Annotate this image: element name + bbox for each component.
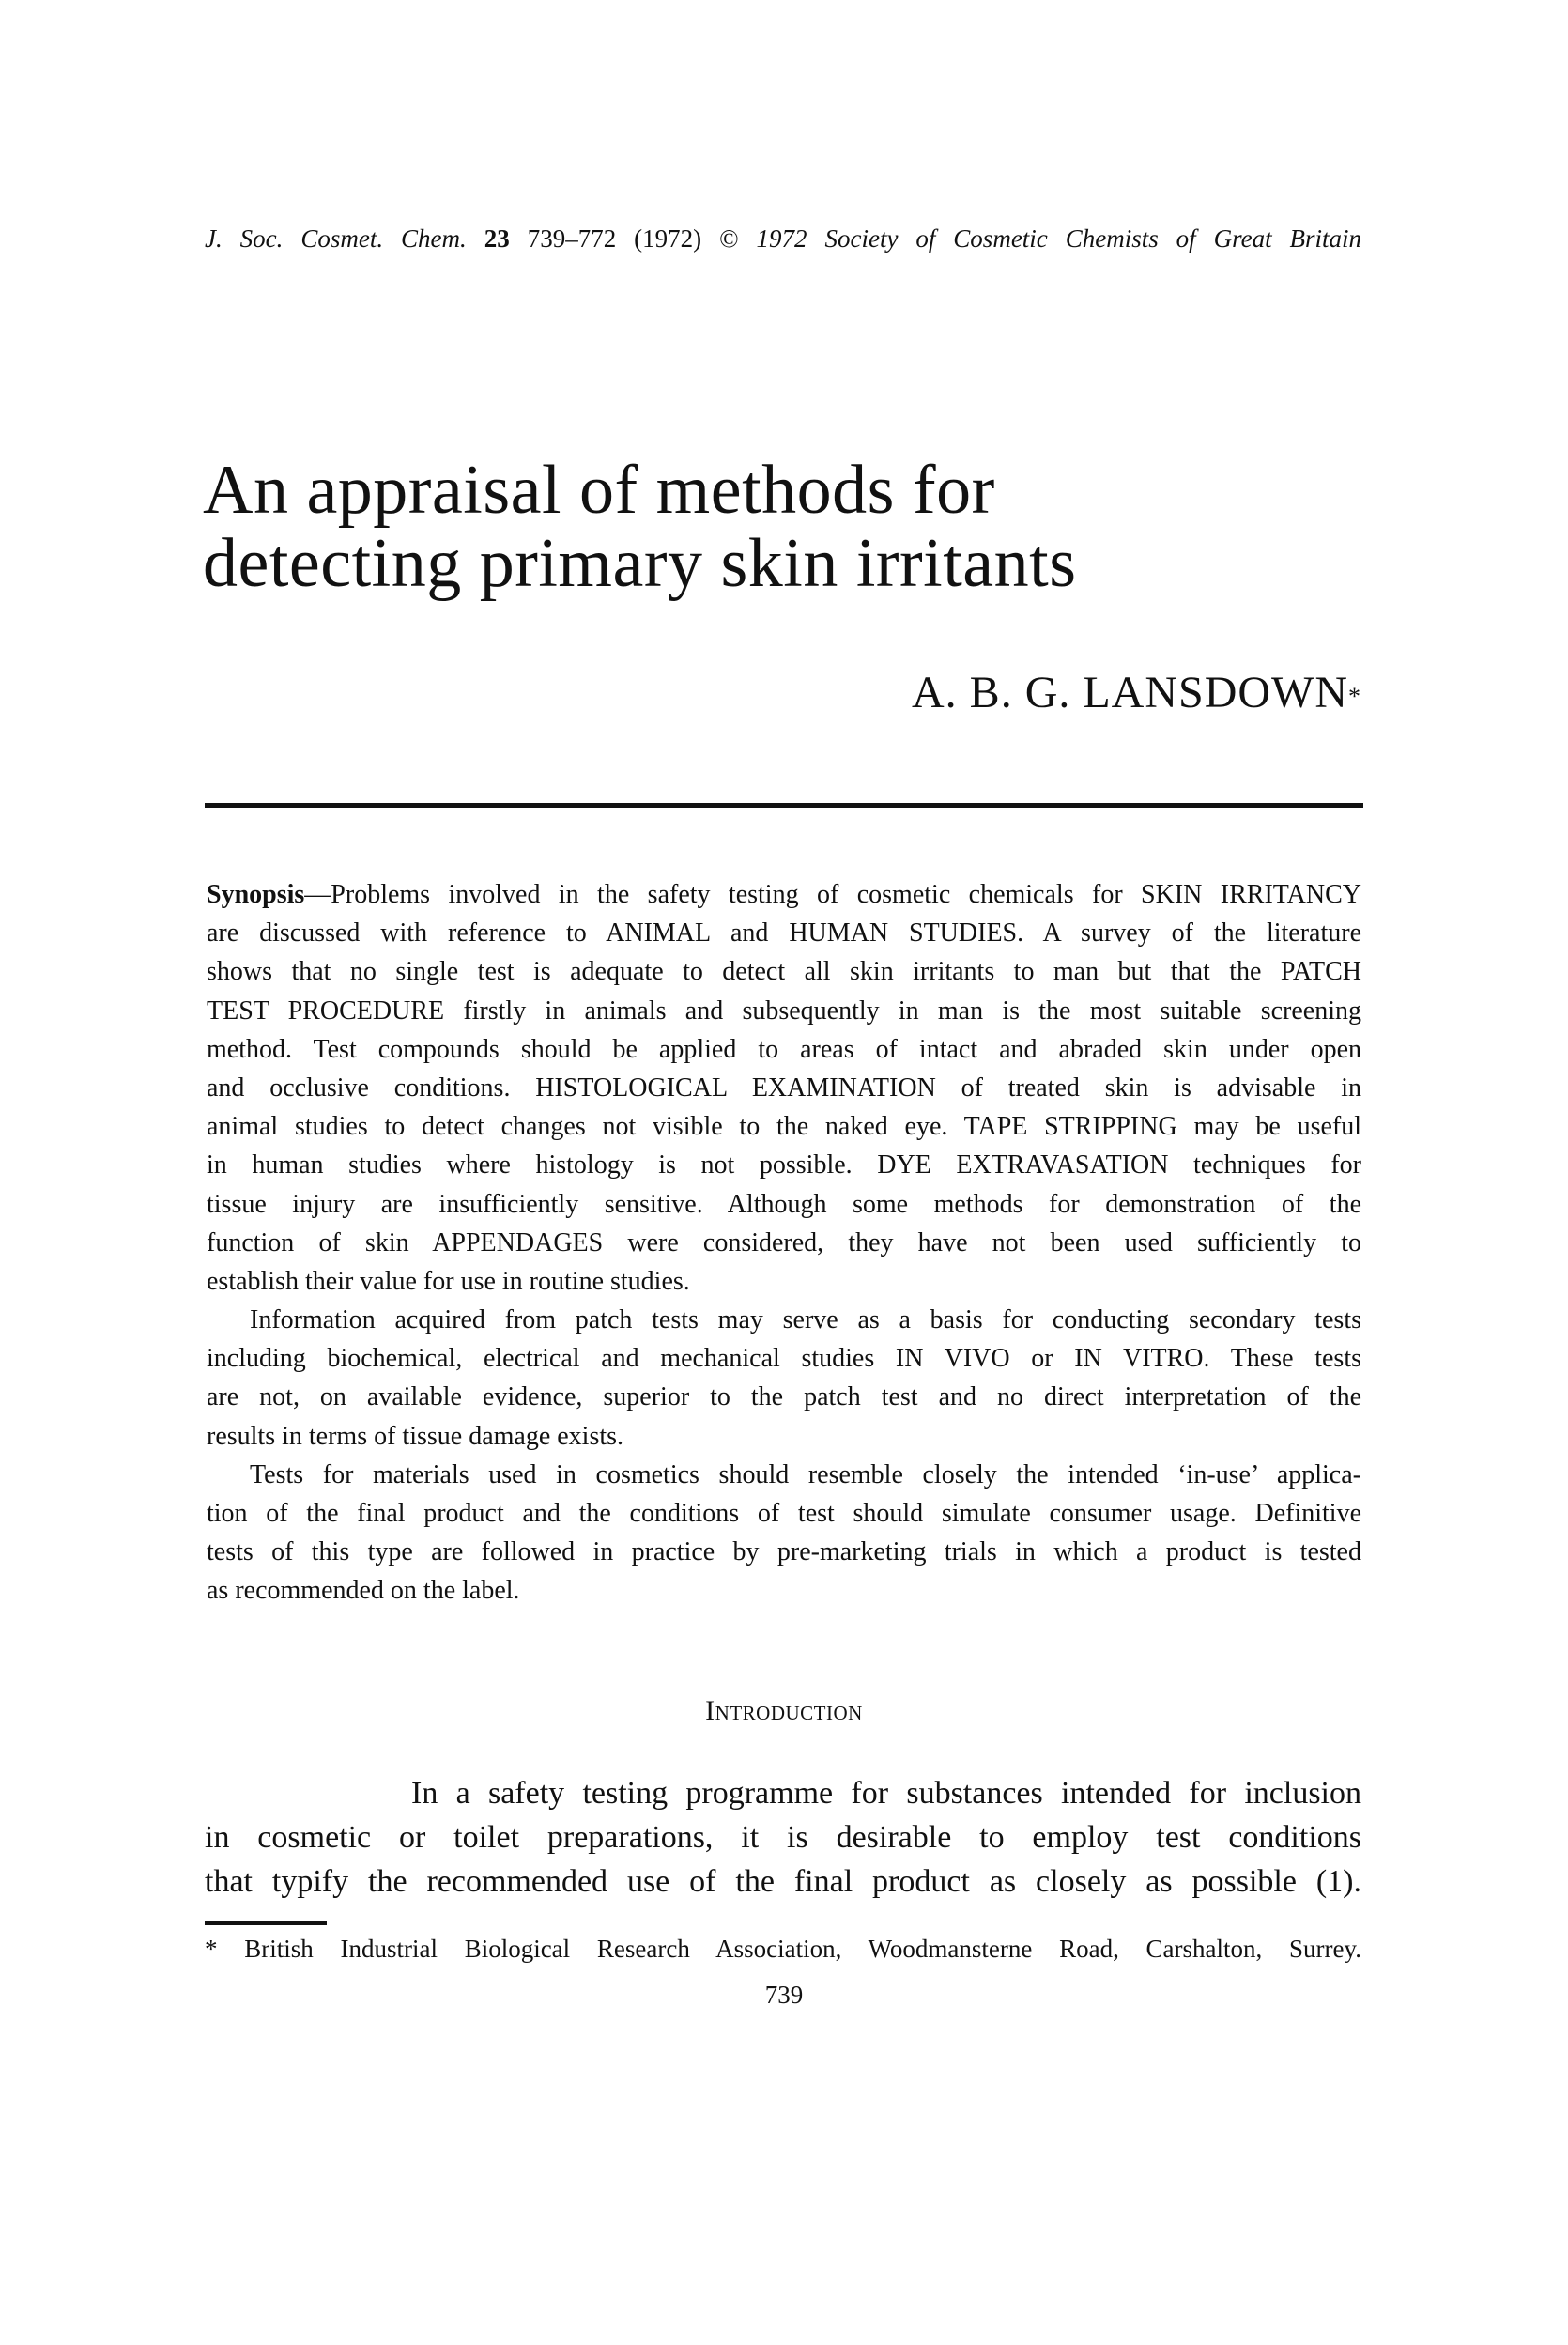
paragraph-line: results in terms of tissue damage exists. <box>207 1421 624 1451</box>
synopsis-line: method. Test compounds should be applied to areas of intact and abraded skin under open <box>207 1034 1361 1064</box>
author-name <box>912 669 1361 717</box>
paragraph-line: In a safety testing programme for substances intended for inclusion <box>411 1776 1361 1811</box>
synopsis-line: establish their value for use in routine studies. <box>207 1266 690 1296</box>
paragraph-line: Tests for materials used in cosmetics should resemble closely the intended ‘in-use’ applica- <box>250 1459 1361 1489</box>
introduction-paragraph <box>205 1771 1361 1904</box>
article-title-line-2: detecting primary skin irritants <box>203 525 1077 602</box>
footnote-marker: * <box>1348 683 1361 710</box>
pages-year: 739–772 (1972) <box>527 224 702 253</box>
section-heading-introduction: Introduction <box>705 1695 863 1726</box>
paragraph-line: that typify the recommended use of the final product as closely as possible (1). <box>205 1864 1361 1899</box>
author-affiliation-footnote: * British Industrial Biological Research Association, Woodmansterne Road, Carshalton, Surrey. <box>205 1935 1361 1963</box>
synopsis-line: TEST PROCEDURE firstly in animals and subsequently in man is the most suitable screening <box>207 995 1361 1026</box>
paragraph-line: in cosmetic or toilet preparations, it is desirable to employ test conditions <box>205 1820 1361 1855</box>
synopsis-label: Synopsis <box>207 880 305 909</box>
synopsis-line: animal studies to detect changes not visible to the naked eye. TAPE STRIPPING may be useful <box>207 1112 1361 1142</box>
paragraph-line: are not, on available evidence, superior to the patch test and no direct interpretation of the <box>207 1382 1361 1412</box>
article-title-line-1: An appraisal of methods for <box>203 452 995 529</box>
synopsis-line: are discussed with reference to ANIMAL and HUMAN STUDIES. A survey of the literature <box>207 918 1361 949</box>
copyright-icon: © <box>719 224 739 253</box>
synopsis-line: tissue injury are insufficiently sensitive. Although some methods for demonstration of the <box>207 1189 1361 1219</box>
author-name-text: A. B. G. LANSDOWN <box>912 668 1348 717</box>
paragraph-line: Information acquired from patch tests may serve as a basis for conducting secondary tests <box>250 1305 1361 1335</box>
volume-number: 23 <box>484 224 510 253</box>
synopsis-line: Synopsis—Problems involved in the safety testing of cosmetic chemicals for SKIN IRRITANCY <box>207 880 1361 909</box>
paragraph-line: tests of this type are followed in practice by pre-marketing trials in which a product is tested <box>207 1537 1361 1567</box>
synopsis-line: function of skin APPENDAGES were considered, they have not been used sufficiently to <box>207 1227 1361 1257</box>
paragraph-line: including biochemical, electrical and mechanical studies IN VIVO or IN VITRO. These tests <box>207 1344 1361 1374</box>
title-divider <box>205 803 1363 808</box>
synopsis-line: in human studies where histology is not possible. DYE EXTRAVASATION techniques for <box>207 1150 1361 1180</box>
synopsis-line: shows that no single test is adequate to detect all skin irritants to man but that the PATCH <box>207 957 1361 987</box>
synopsis-line: and occlusive conditions. HISTOLOGICAL EXAMINATION of treated skin is advisable in <box>207 1072 1361 1103</box>
journal-citation-header <box>205 222 1361 255</box>
paragraph-line: as recommended on the label. <box>207 1576 520 1606</box>
page-number: 739 <box>764 1981 804 2009</box>
copyright-text: 1972 Society of Cosmetic Chemists of Great Britain <box>756 224 1362 253</box>
paragraph-line: tion of the final product and the conditions of test should simulate consumer usage. Definitive <box>207 1499 1361 1528</box>
journal-name: J. Soc. Cosmet. Chem. <box>205 224 467 253</box>
synopsis <box>207 875 1361 1611</box>
footnote-divider <box>205 1921 327 1925</box>
